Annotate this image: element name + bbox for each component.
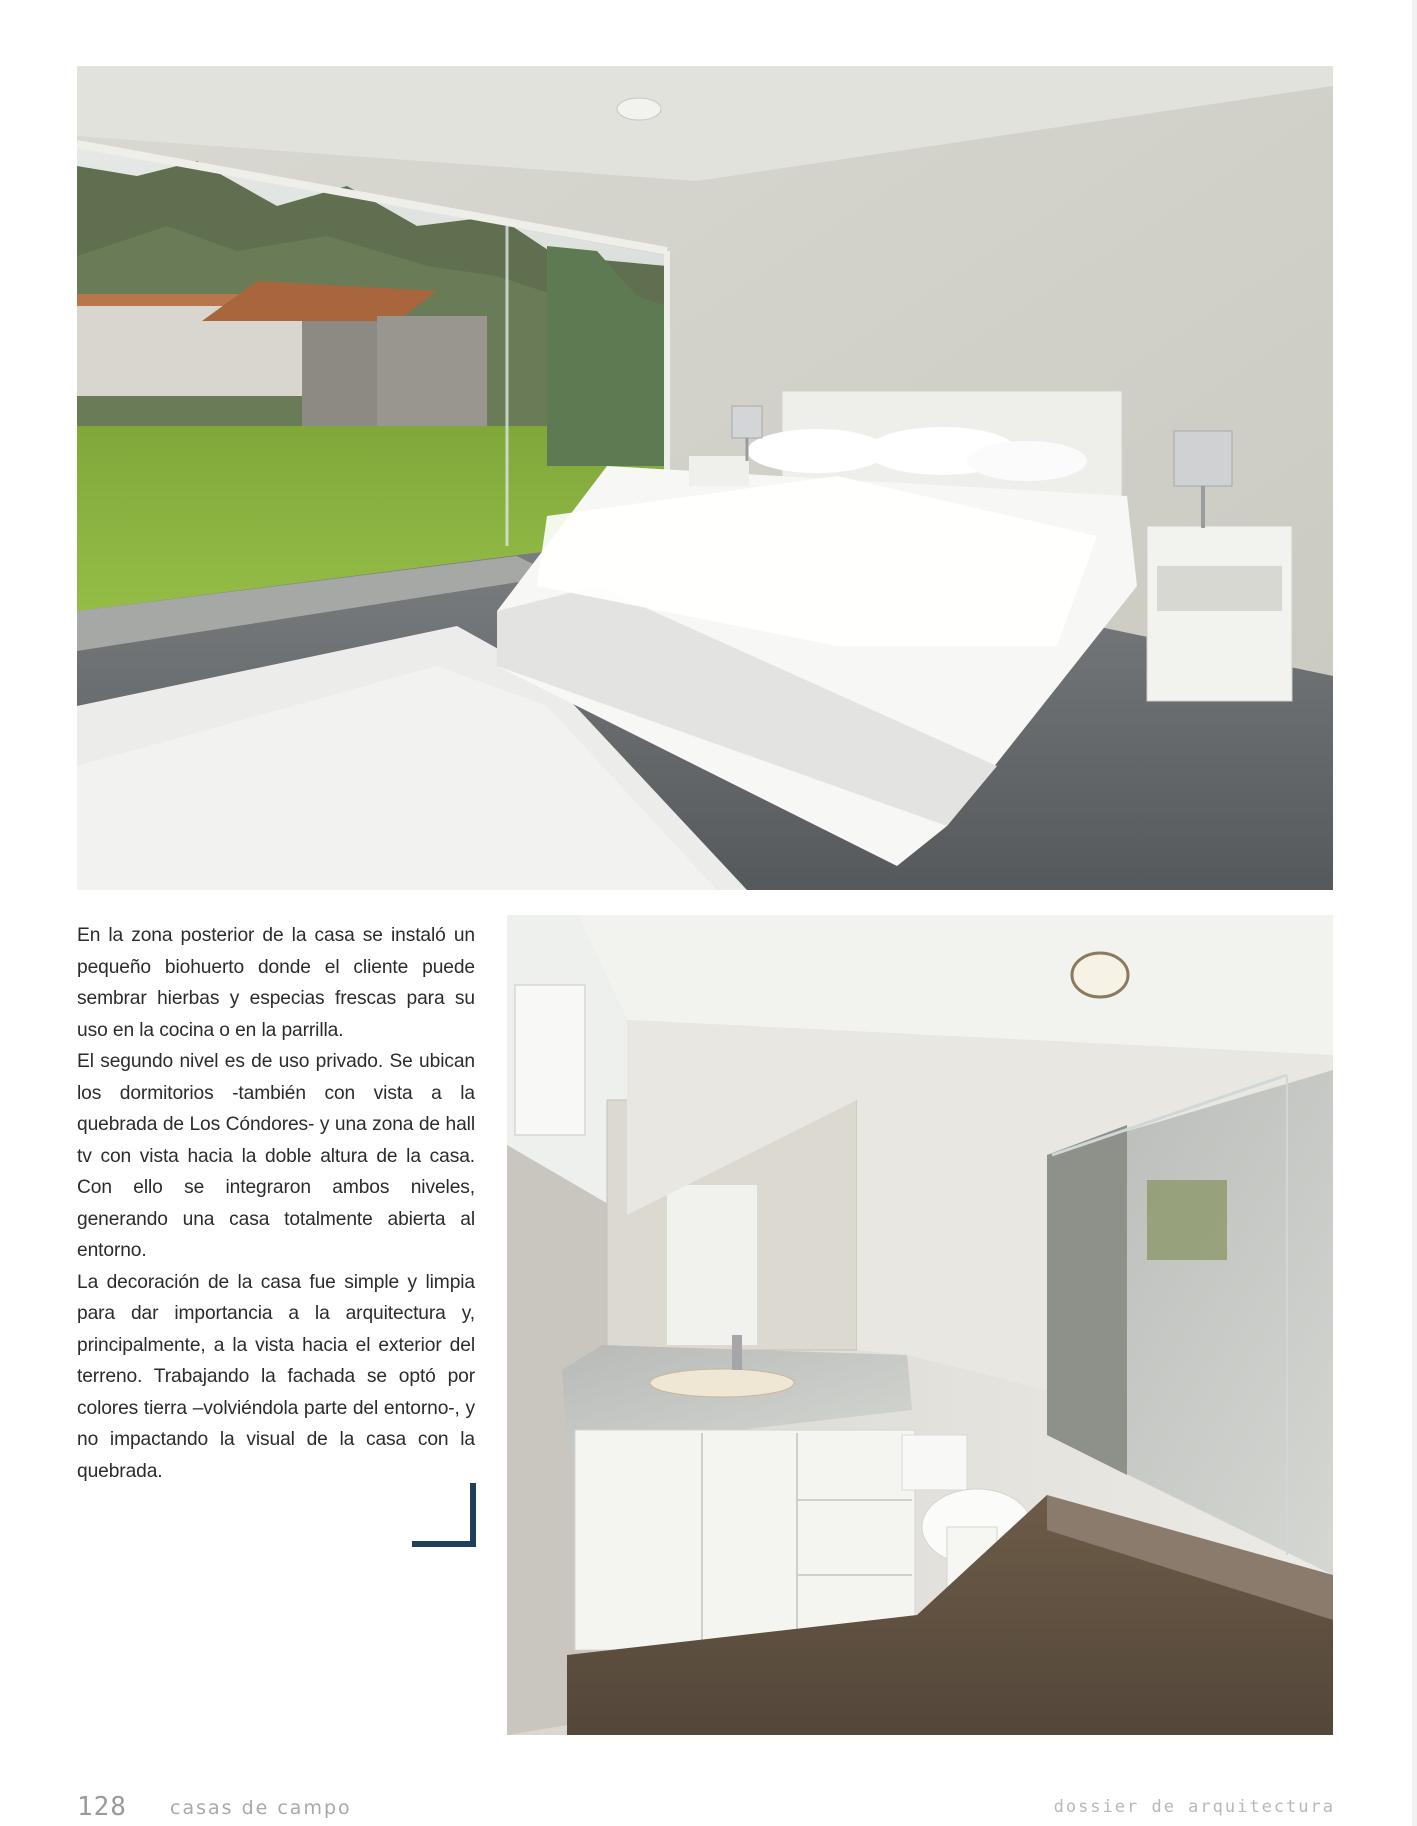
page-number: 128 [77,1792,127,1822]
section-name-left: casas de campo [170,1797,352,1819]
section-name-right: dossier de arquitectura [1053,1797,1335,1817]
corner-accent-mark [412,1483,476,1547]
article-paragraph: El segundo nivel es de uso privado. Se ubican los dormitorios -también con vista a la quebrada de Los Cóndores- y una zona de hall tv con vista hacia la doble altura de la casa. Con ello se integraron ambos niveles, generando una casa totalmente abierta al entorno. [77,1051,475,1261]
article-paragraph: En la zona posterior de la casa se instaló un pequeño biohuerto donde el cliente puede sembrar hierbas y especias frescas para su uso en la cocina o en la parrilla. [77,925,475,1041]
bedroom-photo-image [77,66,1333,890]
bedroom-photo [77,66,1333,890]
page-edge [1412,0,1417,1826]
article-paragraph: La decoración de la casa fue simple y limpia para dar importancia a la arquitectura y, principalmente, a la vista hacia el exterior del terreno. Trabajando la fachada se optó por colores tierra –volviéndola parte del entorno-, y no impactando la visual de la casa con la quebrada. [77,1271,475,1482]
bathroom-photo-image [507,915,1333,1735]
bathroom-photo [507,915,1333,1735]
article-body [77,920,475,1487]
